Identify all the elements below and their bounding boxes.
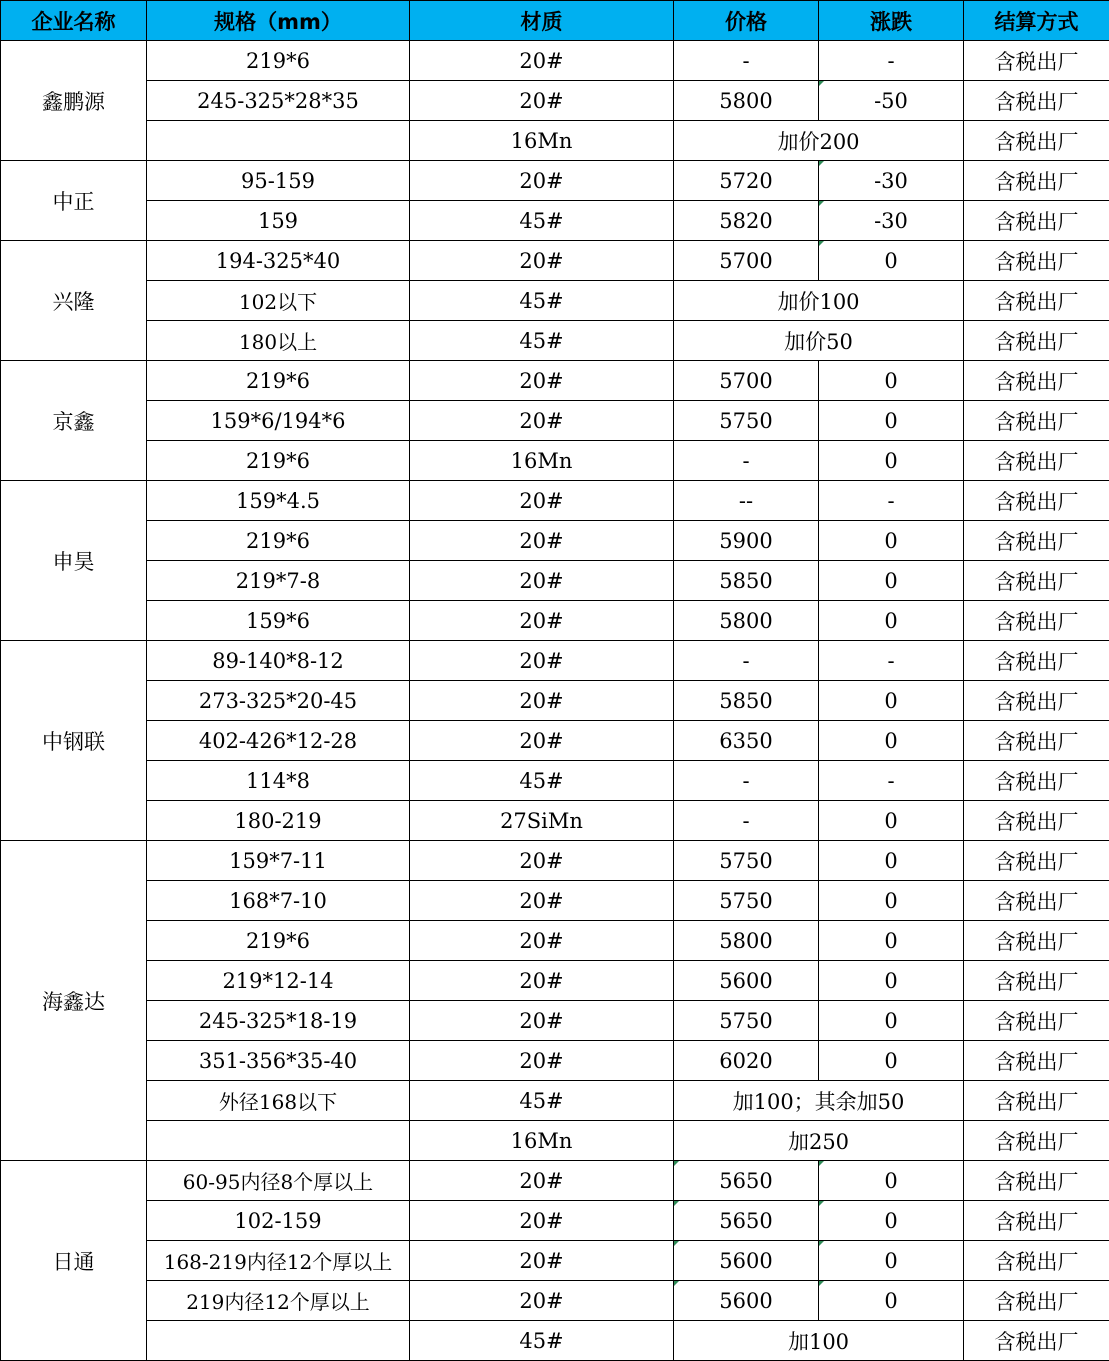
table-row (1, 761, 1109, 801)
table-row (1, 1121, 1109, 1161)
material-cell: 20# (410, 641, 674, 681)
change-cell: 0 (819, 1241, 964, 1281)
company-cell: 日通 (1, 1161, 147, 1361)
change-cell: - (819, 481, 964, 521)
table-row (1, 921, 1109, 961)
change-cell: - (819, 761, 964, 801)
spec-cell: 159*6/194*6 (147, 401, 410, 441)
settlement-cell: 含税出厂 (964, 441, 1109, 481)
spec-cell: 245-325*18-19 (147, 1001, 410, 1041)
settlement-cell: 含税出厂 (964, 801, 1109, 841)
material-cell: 20# (410, 361, 674, 401)
price-cell: 5800 (674, 601, 819, 641)
table-row (1, 401, 1109, 441)
settlement-cell: 含税出厂 (964, 1121, 1109, 1161)
settlement-cell: 含税出厂 (964, 41, 1109, 81)
price-cell: 5600 (674, 1281, 819, 1321)
price-cell: 5600 (674, 961, 819, 1001)
settlement-cell: 含税出厂 (964, 1281, 1109, 1321)
material-cell: 45# (410, 321, 674, 361)
material-cell: 20# (410, 601, 674, 641)
settlement-cell: 含税出厂 (964, 1201, 1109, 1241)
table-row (1, 1041, 1109, 1081)
price-cell: - (674, 761, 819, 801)
settlement-cell: 含税出厂 (964, 961, 1109, 1001)
settlement-cell: 含税出厂 (964, 841, 1109, 881)
settlement-cell: 含税出厂 (964, 1001, 1109, 1041)
material-cell: 20# (410, 721, 674, 761)
material-cell: 20# (410, 881, 674, 921)
table-row (1, 521, 1109, 561)
settlement-cell: 含税出厂 (964, 521, 1109, 561)
table-row (1, 161, 1109, 201)
cell-comment-marker (819, 1241, 824, 1246)
price-cell: 5720 (674, 161, 819, 201)
material-cell: 16Mn (410, 441, 674, 481)
table-row (1, 1081, 1109, 1121)
spec-cell: 245-325*28*35 (147, 81, 410, 121)
change-cell: 0 (819, 681, 964, 721)
material-cell: 20# (410, 921, 674, 961)
spec-cell (147, 1321, 410, 1361)
price-note-cell: 加价100 (674, 281, 964, 321)
cell-comment-marker (819, 201, 824, 206)
header-price: 价格 (674, 1, 819, 41)
change-cell: 0 (819, 881, 964, 921)
table-row (1, 1241, 1109, 1281)
material-cell: 20# (410, 41, 674, 81)
settlement-cell: 含税出厂 (964, 161, 1109, 201)
table-row (1, 841, 1109, 881)
change-cell: 0 (819, 841, 964, 881)
spec-cell: 219内径12个厚以上 (147, 1281, 410, 1321)
spec-cell: 168*7-10 (147, 881, 410, 921)
table-row (1, 561, 1109, 601)
change-cell: 0 (819, 601, 964, 641)
material-cell: 20# (410, 841, 674, 881)
price-note-cell: 加价200 (674, 121, 964, 161)
material-cell: 20# (410, 1001, 674, 1041)
spec-cell: 180以上 (147, 321, 410, 361)
spec-cell: 219*6 (147, 441, 410, 481)
price-cell: 5750 (674, 401, 819, 441)
change-cell: - (819, 641, 964, 681)
price-cell: 5750 (674, 1001, 819, 1041)
change-cell: 0 (819, 1201, 964, 1241)
table-row (1, 241, 1109, 281)
price-cell: 5700 (674, 241, 819, 281)
change-cell: -30 (819, 161, 964, 201)
material-cell: 20# (410, 1041, 674, 1081)
table-row (1, 881, 1109, 921)
spec-cell: 219*6 (147, 521, 410, 561)
cell-comment-marker (674, 1241, 679, 1246)
settlement-cell: 含税出厂 (964, 1041, 1109, 1081)
change-cell: 0 (819, 801, 964, 841)
table-row (1, 1321, 1109, 1361)
cell-comment-marker (819, 1281, 824, 1286)
table-body (1, 41, 1109, 1361)
settlement-cell: 含税出厂 (964, 321, 1109, 361)
change-cell: -30 (819, 201, 964, 241)
table-row (1, 1281, 1109, 1321)
price-cell: 5800 (674, 81, 819, 121)
header-change: 涨跌 (819, 1, 964, 41)
settlement-cell: 含税出厂 (964, 561, 1109, 601)
table-row (1, 441, 1109, 481)
settlement-cell: 含税出厂 (964, 281, 1109, 321)
spec-cell: 168-219内径12个厚以上 (147, 1241, 410, 1281)
table-header (1, 1, 1109, 41)
spec-cell: 402-426*12-28 (147, 721, 410, 761)
company-cell: 申昊 (1, 481, 147, 641)
material-cell: 20# (410, 681, 674, 721)
material-cell: 20# (410, 561, 674, 601)
price-cell: - (674, 801, 819, 841)
price-cell: 5750 (674, 881, 819, 921)
company-cell: 海鑫达 (1, 841, 147, 1161)
settlement-cell: 含税出厂 (964, 401, 1109, 441)
price-cell: 5650 (674, 1161, 819, 1201)
material-cell: 20# (410, 161, 674, 201)
table-row (1, 41, 1109, 81)
cell-comment-marker (819, 241, 824, 246)
settlement-cell: 含税出厂 (964, 641, 1109, 681)
price-cell: 6020 (674, 1041, 819, 1081)
header-settlement: 结算方式 (964, 1, 1109, 41)
settlement-cell: 含税出厂 (964, 921, 1109, 961)
material-cell: 16Mn (410, 121, 674, 161)
spec-cell: 95-159 (147, 161, 410, 201)
table-row (1, 1201, 1109, 1241)
material-cell: 20# (410, 241, 674, 281)
spec-cell: 219*6 (147, 41, 410, 81)
header-spec: 规格（mm） (147, 1, 410, 41)
header-material: 材质 (410, 1, 674, 41)
settlement-cell: 含税出厂 (964, 881, 1109, 921)
price-cell: 5850 (674, 561, 819, 601)
cell-comment-marker (819, 1201, 824, 1206)
material-cell: 27SiMn (410, 801, 674, 841)
price-cell: 5600 (674, 1241, 819, 1281)
spec-cell (147, 121, 410, 161)
material-cell: 20# (410, 961, 674, 1001)
material-cell: 20# (410, 1241, 674, 1281)
spec-cell: 外径168以下 (147, 1081, 410, 1121)
settlement-cell: 含税出厂 (964, 1241, 1109, 1281)
spec-cell: 102-159 (147, 1201, 410, 1241)
table-row (1, 641, 1109, 681)
price-cell: 5800 (674, 921, 819, 961)
change-cell: -50 (819, 81, 964, 121)
table-row (1, 481, 1109, 521)
settlement-cell: 含税出厂 (964, 1081, 1109, 1121)
price-note-cell: 加100；其余加50 (674, 1081, 964, 1121)
change-cell: 0 (819, 441, 964, 481)
price-cell: 5750 (674, 841, 819, 881)
material-cell: 20# (410, 401, 674, 441)
settlement-cell: 含税出厂 (964, 721, 1109, 761)
table-row (1, 961, 1109, 1001)
settlement-cell: 含税出厂 (964, 601, 1109, 641)
header-company: 企业名称 (1, 1, 147, 41)
spec-cell: 159*4.5 (147, 481, 410, 521)
change-cell: 0 (819, 1001, 964, 1041)
price-cell: 5650 (674, 1201, 819, 1241)
price-cell: - (674, 641, 819, 681)
price-cell: - (674, 441, 819, 481)
material-cell: 45# (410, 761, 674, 801)
spec-cell: 180-219 (147, 801, 410, 841)
table-row (1, 281, 1109, 321)
change-cell: 0 (819, 1281, 964, 1321)
spec-cell: 219*7-8 (147, 561, 410, 601)
material-cell: 20# (410, 1161, 674, 1201)
material-cell: 45# (410, 1081, 674, 1121)
price-cell: 5850 (674, 681, 819, 721)
settlement-cell: 含税出厂 (964, 361, 1109, 401)
material-cell: 20# (410, 1201, 674, 1241)
spec-cell: 159 (147, 201, 410, 241)
change-cell: 0 (819, 1161, 964, 1201)
price-cell: 5820 (674, 201, 819, 241)
settlement-cell: 含税出厂 (964, 81, 1109, 121)
price-cell: - (674, 41, 819, 81)
table-row (1, 601, 1109, 641)
change-cell: 0 (819, 401, 964, 441)
settlement-cell: 含税出厂 (964, 121, 1109, 161)
table-row (1, 81, 1109, 121)
spec-cell: 219*12-14 (147, 961, 410, 1001)
change-cell: 0 (819, 561, 964, 601)
table-row (1, 721, 1109, 761)
spec-cell: 102以下 (147, 281, 410, 321)
change-cell: 0 (819, 361, 964, 401)
spec-cell: 219*6 (147, 361, 410, 401)
spec-cell: 273-325*20-45 (147, 681, 410, 721)
spec-cell: 219*6 (147, 921, 410, 961)
table-row (1, 801, 1109, 841)
settlement-cell: 含税出厂 (964, 481, 1109, 521)
company-cell: 京鑫 (1, 361, 147, 481)
cell-comment-marker (819, 1161, 824, 1166)
spec-cell: 60-95内径8个厚以上 (147, 1161, 410, 1201)
table-row (1, 321, 1109, 361)
cell-comment-marker (674, 1281, 679, 1286)
price-note-cell: 加250 (674, 1121, 964, 1161)
settlement-cell: 含税出厂 (964, 681, 1109, 721)
material-cell: 45# (410, 1321, 674, 1361)
spec-cell: 114*8 (147, 761, 410, 801)
table-row (1, 1001, 1109, 1041)
table-row (1, 201, 1109, 241)
cell-comment-marker (819, 161, 824, 166)
spec-cell: 159*7-11 (147, 841, 410, 881)
table-row (1, 1161, 1109, 1201)
price-cell: -- (674, 481, 819, 521)
settlement-cell: 含税出厂 (964, 761, 1109, 801)
settlement-cell: 含税出厂 (964, 241, 1109, 281)
table-row (1, 361, 1109, 401)
company-cell: 兴隆 (1, 241, 147, 361)
material-cell: 20# (410, 1281, 674, 1321)
price-note-cell: 加价50 (674, 321, 964, 361)
table-row (1, 121, 1109, 161)
spec-cell (147, 1121, 410, 1161)
price-cell: 5900 (674, 521, 819, 561)
price-cell: 6350 (674, 721, 819, 761)
change-cell: 0 (819, 721, 964, 761)
company-cell: 鑫鹏源 (1, 41, 147, 161)
change-cell: 0 (819, 1041, 964, 1081)
change-cell: 0 (819, 921, 964, 961)
company-cell: 中正 (1, 161, 147, 241)
cell-comment-marker (819, 81, 824, 86)
price-cell: 5700 (674, 361, 819, 401)
spec-cell: 89-140*8-12 (147, 641, 410, 681)
material-cell: 20# (410, 481, 674, 521)
header-row (1, 1, 1109, 41)
change-cell: - (819, 41, 964, 81)
material-cell: 20# (410, 521, 674, 561)
cell-comment-marker (674, 1161, 679, 1166)
material-cell: 45# (410, 201, 674, 241)
settlement-cell: 含税出厂 (964, 1321, 1109, 1361)
material-cell: 45# (410, 281, 674, 321)
spec-cell: 194-325*40 (147, 241, 410, 281)
spec-cell: 159*6 (147, 601, 410, 641)
settlement-cell: 含税出厂 (964, 1161, 1109, 1201)
spec-cell: 351-356*35-40 (147, 1041, 410, 1081)
change-cell: 0 (819, 961, 964, 1001)
settlement-cell: 含税出厂 (964, 201, 1109, 241)
cell-comment-marker (674, 1201, 679, 1206)
material-cell: 20# (410, 81, 674, 121)
change-cell: 0 (819, 241, 964, 281)
change-cell: 0 (819, 521, 964, 561)
price-note-cell: 加100 (674, 1321, 964, 1361)
material-cell: 16Mn (410, 1121, 674, 1161)
table-row (1, 681, 1109, 721)
company-cell: 中钢联 (1, 641, 147, 841)
